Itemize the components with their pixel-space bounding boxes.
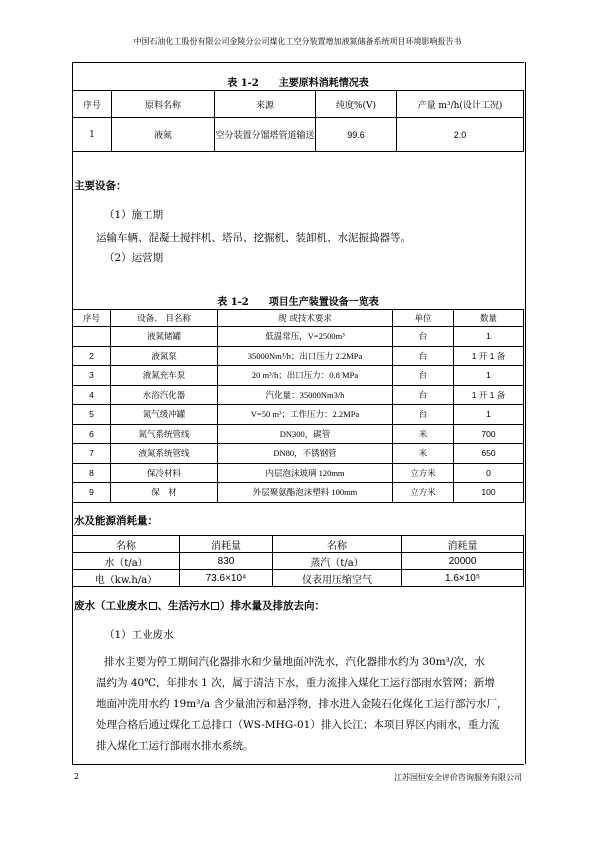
table1-cell: 2.0 [397,118,524,152]
table-row [73,346,524,366]
water-energy-heading: 水及能源消耗量： [74,515,158,527]
table-row [73,366,524,386]
table3-header-cell: 名称 [273,536,402,553]
table1-header-cell: 序号 [73,91,112,118]
construction-equipment-text: 运输车辆、混凝土搅拌机、塔吊、挖掘机、装卸机、水泥振捣器等。 [96,232,411,244]
wastewater-heading-part: ）排水量及排放去向： [220,600,325,612]
table-row [73,463,524,483]
table2-cell: 液氮系统管线 [111,444,218,464]
table2-cell: 台 [393,405,454,425]
phase-operation: （2）运营期 [104,252,164,264]
table1-cell: 空分装置分馏塔管道输送 [215,118,316,152]
equipment-table [72,309,524,503]
checkbox-icon [211,602,219,610]
page-number: 2 [74,772,80,781]
wastewater-line: 地面冲洗用水约 19m³/a 含少量油污和悬浮物，排水进入金陵石化煤化工运行部污水厂， [96,698,508,710]
table3-cell: 830 [180,553,273,570]
table2-cell: 1 [454,405,524,425]
table1-caption: 表 1-2 主要原料消耗情况表 [227,78,369,89]
table2-cell: 9 [73,483,111,503]
table3-header-cell: 消耗量 [180,536,273,553]
table2-cell: 米 [393,424,454,444]
table2-cell: 台 [393,346,454,366]
table-row [73,444,524,464]
table-row [73,424,524,444]
table1-header-cell: 原料名称 [112,91,215,118]
table2-cell: 2 [73,346,111,366]
table2-cell: 外层聚氨酯泡沫塑料 100mm [218,483,393,503]
table2-cell: 氮气系统管线 [111,424,218,444]
table2-cell: 液氮泵 [111,346,218,366]
table1-header-cell: 来源 [215,91,316,118]
table2-cell: 100 [454,483,524,503]
table2-cell: 液氮储罐 [111,327,218,347]
table-row [73,405,524,425]
table3-cell: 蒸汽（t/a） [273,553,402,570]
table-row [73,327,524,347]
table2-cell: 1 开 1 备 [454,385,524,405]
table1-header-cell: 产量 m³/h(设计工况) [397,91,524,118]
table2-cell: 氮气缓冲罐 [111,405,218,425]
table2-cell: 台 [393,327,454,347]
table-row [73,385,524,405]
table1-cell: 液氮 [112,118,215,152]
table2-cell: 水浴汽化器 [111,385,218,405]
footer-rule [72,764,524,765]
table2-cell: 保 材 [111,483,218,503]
table-row [73,118,524,152]
wastewater-line: 排水主要为停工期间汽化器排水和少量地面冲洗水，汽化器排水约为 30m³/次，水 [104,656,485,668]
table-row [73,553,524,570]
table2-header-cell: 数量 [454,310,524,327]
table2-cell: 20 m³/h；出口压力：0.8 MPa [218,366,393,386]
table2-cell: 3 [73,366,111,386]
table-row [73,570,524,587]
table3-header-cell: 名称 [73,536,180,553]
table2-cell: 1 [454,327,524,347]
raw-material-table [72,90,524,152]
table3-header-cell: 消耗量 [402,536,524,553]
table2-cell: V=50 m³；工作压力：2.2MPa [218,405,393,425]
water-energy-table [72,535,524,587]
table2-cell: 5 [73,405,111,425]
footer-company: 江苏国恒安全评价咨询服务有限公司 [394,773,522,782]
page-header: 中国石油化工股份有限公司金陵分公司煤化工空分装置增加液氮储备系统项目环境影响报告书 [133,37,462,46]
table1-cell: 1 [73,118,112,152]
table3-cell: 73.6×10⁴ [180,570,273,587]
table1-cell: 99.6 [316,118,397,152]
table2-cell: 700 [454,424,524,444]
table2-cell: 汽化量：35000Nm3/h [218,385,393,405]
table2-header-cell: 规 或技术要求 [218,310,393,327]
table2-cell: 8 [73,463,111,483]
table2-caption: 表 1-2 项目生产装置设备一览表 [217,297,379,308]
table-row [73,483,524,503]
table2-cell: 台 [393,385,454,405]
table2-cell: 保冷材料 [111,463,218,483]
wastewater-heading [74,598,325,613]
wastewater-line: 处理合格后通过煤化工总排口（WS-MHG-01）排入长江；本项目界区内雨水，重力流 [96,719,500,731]
wastewater-heading-part: 、生活污水 [157,600,210,612]
checkbox-icon [149,602,157,610]
table2-cell: 米 [393,444,454,464]
table2-cell: 立方米 [393,463,454,483]
table2-cell: 0 [454,463,524,483]
table2-cell: 4 [73,385,111,405]
wastewater-line: 温约为 40℃，年排水 1 次，属于清洁下水，重力流排入煤化工运行部雨水管网；新增 [96,677,495,689]
table2-cell: 6 [73,424,111,444]
table3-cell: 仪表用压缩空气 [273,570,402,587]
table2-cell: DN300，碳管 [218,424,393,444]
table3-cell: 20000 [402,553,524,570]
equipment-heading: 主要设备： [74,180,127,192]
table3-cell: 水（t/a） [73,553,180,570]
table2-cell: 7 [73,444,111,464]
table2-cell: 低温常压，V=2500m³ [218,327,393,347]
table2-header-cell: 设备、 目名称 [111,310,218,327]
phase-construction: （1）施工期 [104,209,164,221]
table3-cell: 1.6×10⁵ [402,570,524,587]
table2-cell: 1 开 1 备 [454,346,524,366]
table2-cell [73,327,111,347]
table3-cell: 电（kw.h/a） [73,570,180,587]
table1-header-cell: 纯度%(V) [316,91,397,118]
table2-cell: 1 [454,366,524,386]
table2-cell: 立方米 [393,483,454,503]
table2-cell: 35000Nm³/h；出口压力 2.2MPa [218,346,393,366]
table2-cell: 内层泡沫玻璃 120mm [218,463,393,483]
table2-cell: 台 [393,366,454,386]
table2-header-cell: 单位 [393,310,454,327]
wastewater-line: 排入煤化工运行部雨水排水系统。 [96,740,254,752]
table2-header-cell: 序号 [73,310,111,327]
table2-cell: DN80，不锈钢管 [218,444,393,464]
table2-cell: 650 [454,444,524,464]
table2-cell: 液氮充车泵 [111,366,218,386]
industrial-wastewater-subheading: （1）工业废水 [104,629,174,641]
wastewater-heading-part: 废水（工业废水 [74,600,148,612]
